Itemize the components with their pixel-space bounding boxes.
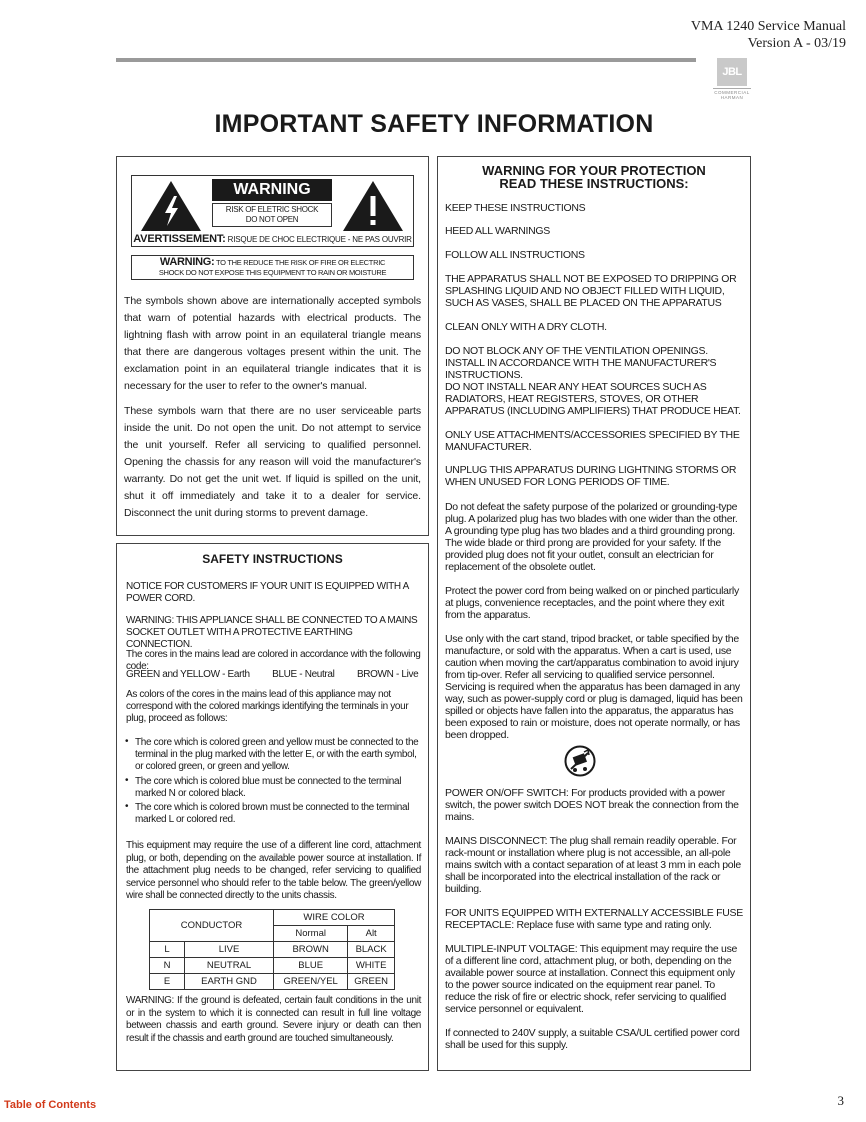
power-cord-paragraph: Protect the power cord from being walked on or pinched particularly at plugs, convenience receptacles, and the point where they exit from the apparatus. bbox=[445, 585, 739, 621]
avertissement-line bbox=[132, 233, 413, 245]
warning-center bbox=[212, 179, 332, 227]
table-row bbox=[150, 974, 395, 990]
instruction-unplug: UNPLUG THIS APPARATUS DURING LIGHTNING STORMS OR WHEN UNUSED FOR LONG PERIODS OF TIME. bbox=[445, 464, 737, 488]
mains-disconnect-paragraph: MAINS DISCONNECT: The plug shall remain readily operable. For rack-mount or installation where plug is not accessible, an all-pole mains switch with a contact separation of at least 3 mm in each pole shall be incorporated into the electrical installation of the rack or building. bbox=[445, 835, 741, 895]
fuse-paragraph: FOR UNITS EQUIPPED WITH EXTERNALLY ACCESSIBLE FUSE RECEPTACLE: Replace fuse with same type and rating only. bbox=[445, 907, 743, 931]
symbols-box bbox=[116, 156, 429, 536]
symbols-paragraph-2: These symbols warn that there are no user serviceable parts inside the unit. Do not open the unit. Do not attempt to service the unit yourself. Refer all servicing to qualified personnel. Opening the chassis for any reason will void the manufacturer's warranty. Do not get the unit wet. If liquid is spilled on the unit, shut it off immediately and take it to a dealer for service. Disconnect the unit during storms to prevent damage. bbox=[124, 405, 421, 519]
jbl-logo bbox=[713, 58, 751, 100]
table-row bbox=[150, 958, 395, 974]
code-blue: BLUE - Neutral bbox=[272, 669, 335, 680]
row-alt: WHITE bbox=[348, 958, 395, 974]
multiple-input-paragraph: MULTIPLE-INPUT VOLTAGE: This equipment may require the use of a different line cord, attachment plug, or both, depending on the available power source at installation. Connect this equipment only to the power source indicated on the equipment rear panel. To reduce the risk of fire or electric shock, refer servicing to qualified service personnel or equivalent. bbox=[445, 943, 738, 1015]
power-switch-paragraph: POWER ON/OFF SWITCH: For products provided with a power switch, the power switch DOES NOT break the connection from the mains. bbox=[445, 787, 739, 823]
earthing-warning: WARNING: THIS APPLIANCE SHALL BE CONNECTED TO A MAINS SOCKET OUTLET WITH A PROTECTIVE EARTHING CONNECTION. bbox=[126, 615, 418, 650]
shock-line-2: DO NOT OPEN bbox=[245, 215, 299, 224]
240v-paragraph: If connected to 240V supply, a suitable CSA/UL certified power cord shall be used for this supply. bbox=[445, 1027, 740, 1051]
cores-text: The cores in the mains lead are colored in accordance with the following code: bbox=[126, 649, 421, 672]
bullet-brown: The core which is colored brown must be connected to the terminal marked L or colored red. bbox=[135, 802, 410, 825]
table-of-contents-link[interactable]: Table of Contents bbox=[4, 1099, 97, 1111]
page-title: IMPORTANT SAFETY INFORMATION bbox=[214, 110, 654, 138]
rain-warning-line-2: SHOCK DO NOT EXPOSE THIS EQUIPMENT TO RAIN OR MOISTURE bbox=[158, 268, 387, 277]
alt-header: Alt bbox=[348, 926, 395, 942]
row-name: LIVE bbox=[185, 942, 274, 958]
rain-warning-label: WARNING: bbox=[159, 256, 215, 268]
shock-notice bbox=[212, 203, 332, 227]
row-name: NEUTRAL bbox=[185, 958, 274, 974]
code-green: GREEN and YELLOW - Earth bbox=[126, 669, 250, 680]
manual-title: VMA 1240 Service Manual bbox=[690, 19, 846, 34]
row-alt: GREEN bbox=[348, 974, 395, 990]
page-number: 3 bbox=[837, 1093, 844, 1108]
notice-text: NOTICE FOR CUSTOMERS IF YOUR UNIT IS EQUIPPED WITH A POWER CORD. bbox=[126, 581, 409, 604]
instruction-liquid: THE APPARATUS SHALL NOT BE EXPOSED TO DRIPPING OR SPLASHING LIQUID AND NO OBJECT FILLED WITH LIQUID, SUCH AS VASES, SHALL BE PLACED ON THE APPARATUS bbox=[445, 273, 737, 309]
shock-line-1: RISK OF ELETRIC SHOCK bbox=[225, 205, 319, 214]
cart-paragraph: Use only with the cart stand, tripod bracket, or table specified by the manufacture, or sold with the apparatus. When a cart is used, use caution when moving the cart/apparatus combination to avoid injury from tip-over. Refer all servicing to qualified service personnel. Servicing is required when the apparatus has been damaged in any way, such as power-supply cord or plug is damaged, liquid has been spilled or objects have fallen into the apparatus, the apparatus has been exposed to rain or moisture, does not operate normally, or has been dropped. bbox=[445, 633, 743, 741]
row-alt: BLACK bbox=[348, 942, 395, 958]
rain-warning-line-1: TO THE REDUCE THE RISK OF FIRE OR ELECTRIC bbox=[216, 258, 386, 267]
color-code-line bbox=[126, 669, 421, 681]
colors-paragraph: As colors of the cores in the mains lead of this appliance may not correspond with the colored markings identifying the terminals in your plug, proceed as follows: bbox=[126, 689, 409, 724]
warning-title-line-1: WARNING FOR YOUR PROTECTION bbox=[482, 163, 706, 178]
row-code: N bbox=[150, 958, 185, 974]
row-normal: GREEN/YEL bbox=[274, 974, 348, 990]
equipment-paragraph: This equipment may require the use of a different line cord, attachment plug, or both, depending on the available power source at installation. If the attachment plug needs to be changed, refer servicing to qualified service personnel who should refer to the table below. The green/yellow wire shall be connected directly to the units chassis. bbox=[126, 840, 421, 901]
bullet-blue: The core which is colored blue must be connected to the terminal marked N or colored black. bbox=[135, 776, 402, 799]
jbl-logo-mark: JBL bbox=[717, 58, 747, 86]
header-rule bbox=[116, 58, 696, 62]
instruction-keep: KEEP THESE INSTRUCTIONS bbox=[445, 202, 586, 214]
manual-version: Version A - 03/19 bbox=[747, 36, 846, 51]
warning-graphic bbox=[131, 175, 414, 247]
warning-title-line-2: READ THESE INSTRUCTIONS: bbox=[499, 176, 689, 191]
row-normal: BLUE bbox=[274, 958, 348, 974]
instruction-heat: DO NOT INSTALL NEAR ANY HEAT SOURCES SUCH AS RADIATORS, HEAT REGISTERS, STOVES, OR OTHER APPARATUS (INCLUDING AMPLIFIERS) THAT PRODUCE HEAT. bbox=[445, 381, 741, 417]
row-code: E bbox=[150, 974, 185, 990]
wire-color-table bbox=[149, 909, 395, 990]
instruction-follow: FOLLOW ALL INSTRUCTIONS bbox=[445, 249, 585, 261]
normal-header: Normal bbox=[274, 926, 348, 942]
table-row bbox=[150, 942, 395, 958]
bullet-dot: • bbox=[125, 801, 129, 812]
table-row bbox=[150, 910, 395, 926]
page-header bbox=[691, 18, 846, 52]
logo-commercial: COMMERCIAL bbox=[714, 90, 750, 95]
avert-label: AVERTISSEMENT: bbox=[133, 233, 226, 245]
exclamation-triangle-icon bbox=[342, 180, 404, 232]
bullet-green-yellow: The core which is colored green and yellow must be connected to the terminal in the plug marked with the letter E, or with the earth symbol, or colored green, or green and yellow. bbox=[135, 737, 419, 772]
ground-warning: WARNING: If the ground is defeated, certain fault conditions in the unit or in the system to which it is connected can result in full line voltage between chassis and earth ground. Severe injury or death can then result if the chassis and earth ground are touched simultaneously. bbox=[126, 995, 421, 1044]
conductor-header: CONDUCTOR bbox=[150, 910, 274, 942]
cart-tipover-icon bbox=[564, 745, 596, 777]
lightning-triangle-icon bbox=[140, 180, 202, 232]
row-name: EARTH GND bbox=[185, 974, 274, 990]
avert-text: RISQUE DE CHOC ELECTRIQUE - NE PAS OUVRIR bbox=[227, 235, 412, 244]
bullet-dot: • bbox=[125, 736, 129, 747]
row-normal: BROWN bbox=[274, 942, 348, 958]
warning-banner: WARNING bbox=[212, 179, 332, 201]
logo-harman: HARMAN bbox=[720, 95, 744, 100]
symbols-paragraph-1: The symbols shown above are internationally accepted symbols that warn of potential hazards with electrical products. The lightning flash with arrow point in an equilateral triangle means that there are dangerous voltages present within the unit. The exclamation point in an equilateral triangle indicates that it is necessary for the user to refer to the owner's manual. bbox=[124, 295, 421, 392]
instruction-clean: CLEAN ONLY WITH A DRY CLOTH. bbox=[445, 321, 607, 333]
safety-instructions-box bbox=[116, 543, 429, 1071]
warning-instructions-box bbox=[437, 156, 751, 1071]
instruction-heed: HEED ALL WARNINGS bbox=[445, 225, 550, 237]
rain-warning bbox=[131, 255, 414, 280]
bullet-dot: • bbox=[125, 775, 129, 786]
wire-color-header: WIRE COLOR bbox=[274, 910, 395, 926]
instruction-attachments: ONLY USE ATTACHMENTS/ACCESSORIES SPECIFIED BY THE MANUFACTURER. bbox=[445, 429, 740, 453]
instruction-ventilation: DO NOT BLOCK ANY OF THE VENTILATION OPENINGS. INSTALL IN ACCORDANCE WITH THE MANUFACTURER'S INSTRUCTIONS. bbox=[445, 345, 717, 381]
safety-title: SAFETY INSTRUCTIONS bbox=[202, 552, 343, 566]
polarized-plug-paragraph: Do not defeat the safety purpose of the polarized or grounding-type plug. A polarized plug has two blades with one wider than the other. A grounding type plug has two blades and a third grounding prong. The wide blade or third prong are provided for your safety. If the provided plug does not fit your outlet, consult an electrician for replacement of the obsolete outlet. bbox=[445, 501, 738, 573]
code-brown: BROWN - Live bbox=[356, 669, 419, 680]
row-code: L bbox=[150, 942, 185, 958]
